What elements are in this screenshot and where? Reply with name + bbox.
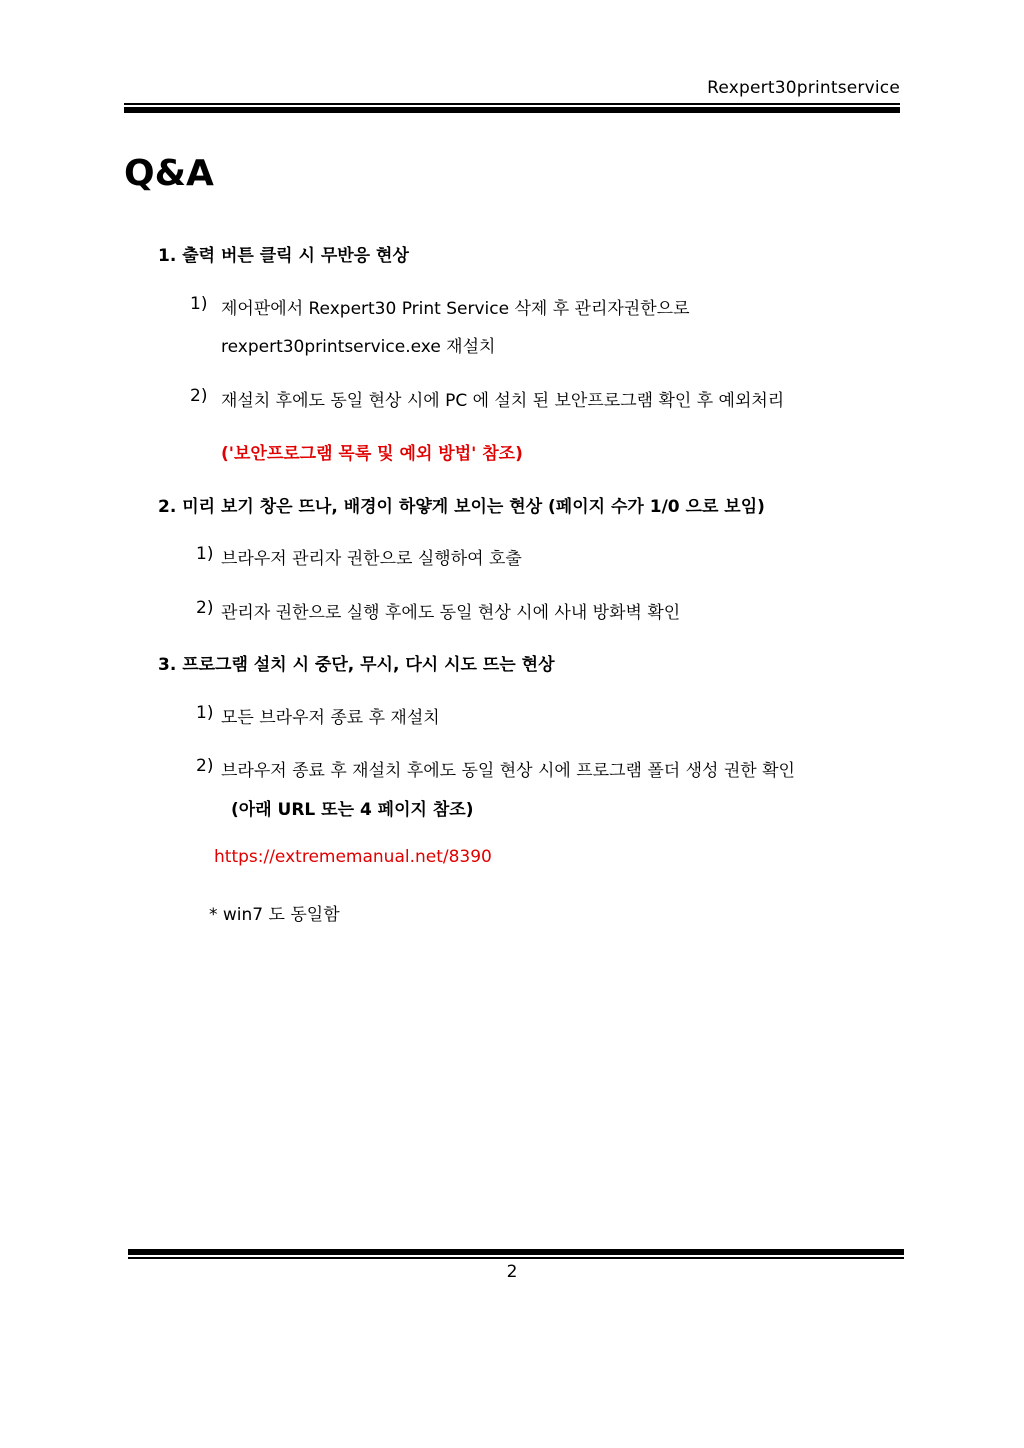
section-3-item-2-text: 브라우저 종료 후 재설치 후에도 동일 현상 시에 프로그램 폴더 생성 권한 확인 (221, 761, 795, 781)
section-3-item-1-label: 1) (196, 703, 214, 723)
footer-rule-thick (128, 1249, 904, 1255)
section-1-item-2-note: ('보안프로그램 목록 및 예외 방법' 참조) (221, 444, 523, 464)
section-3-item-1-text: 모든 브라우저 종료 후 재설치 (221, 708, 440, 728)
footer-rule-thin (128, 1257, 904, 1259)
header-rule-thin (124, 103, 900, 105)
section-1-item-1-text: 제어판에서 Rexpert30 Print Service 삭제 후 관리자권한으로 (221, 299, 690, 319)
header-rule-thick (124, 107, 900, 113)
page-title: Q&A (124, 153, 214, 194)
section-3-link[interactable]: https://extrememanual.net/8390 (214, 847, 492, 867)
section-3-footnote: * win7 도 동일함 (209, 905, 340, 925)
section-2-heading: 2. 미리 보기 창은 뜨나, 배경이 하얗게 보이는 현상 (페이지 수가 1/0 으로 보임) (158, 497, 765, 517)
section-2-item-2-text: 관리자 권한으로 실행 후에도 동일 현상 시에 사내 방화벽 확인 (221, 603, 681, 623)
section-2-item-1-label: 1) (196, 544, 214, 564)
section-2-item-1-text: 브라우저 관리자 권한으로 실행하여 호출 (221, 549, 522, 569)
page-number: 2 (506, 1262, 518, 1282)
section-1-item-1-text-cont: rexpert30printservice.exe 재설치 (221, 337, 496, 357)
header-title: Rexpert30printservice (707, 78, 900, 98)
section-3-item-2-label: 2) (196, 756, 214, 776)
section-1-item-2-label: 2) (190, 386, 208, 406)
section-1-item-2-text: 재설치 후에도 동일 현상 시에 PC 에 설치 된 보안프로그램 확인 후 예외처리 (221, 391, 785, 411)
section-2-item-2-label: 2) (196, 598, 214, 618)
section-3-item-2-note: (아래 URL 또는 4 페이지 참조) (231, 800, 474, 820)
section-1-item-1-label: 1) (190, 294, 208, 314)
section-3-heading: 3. 프로그램 설치 시 중단, 무시, 다시 시도 뜨는 현상 (158, 655, 555, 675)
section-1-heading: 1. 출력 버튼 클릭 시 무반응 현상 (158, 246, 409, 266)
